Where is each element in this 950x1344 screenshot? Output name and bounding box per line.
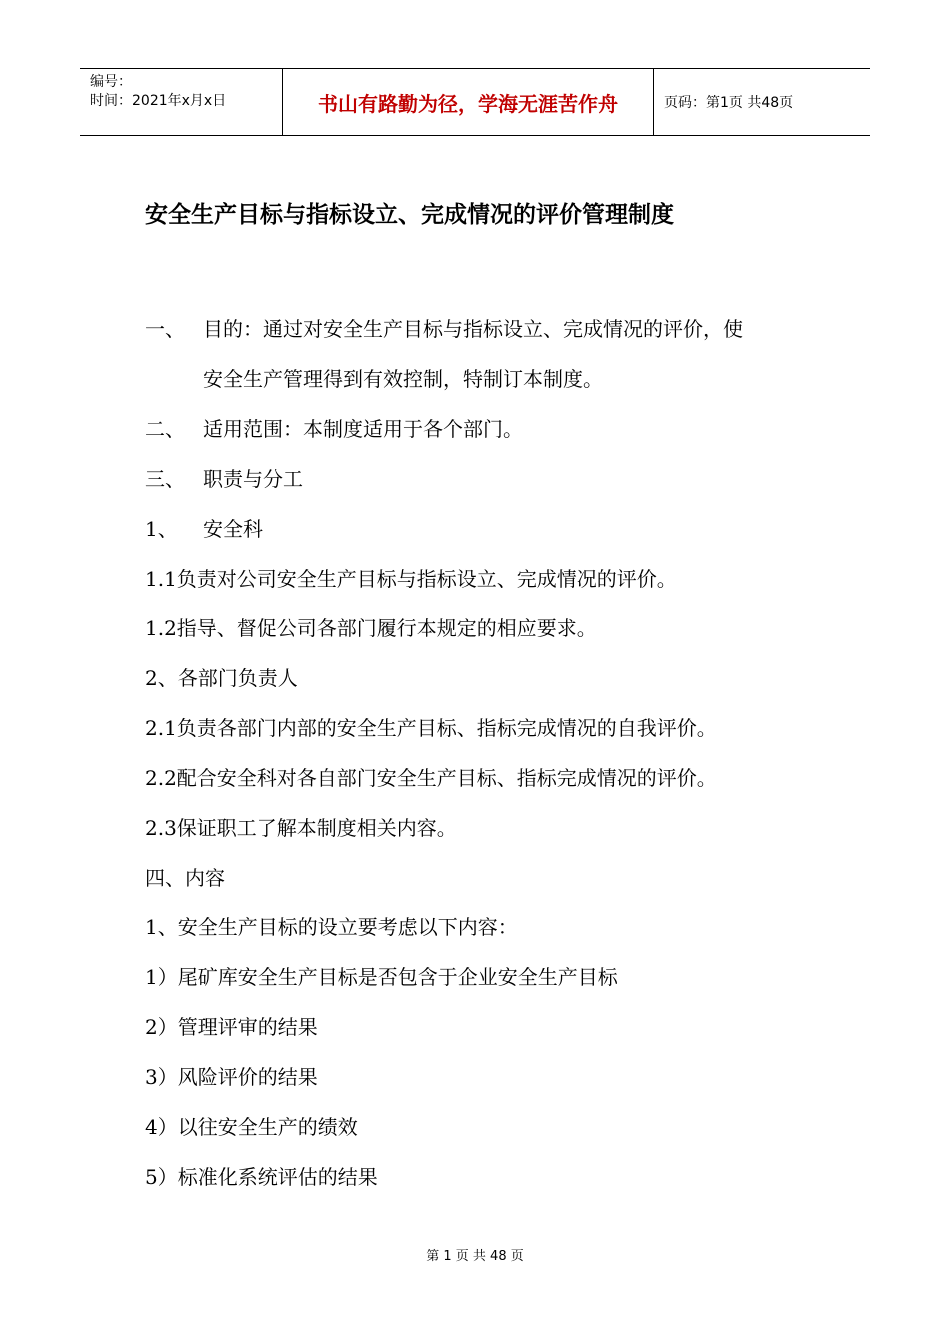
- body-line: [145, 614, 597, 642]
- line-number: 一、: [145, 317, 185, 341]
- line-text: 1）尾矿库安全生产目标是否包含于企业安全生产目标: [145, 965, 618, 989]
- body-line: [145, 315, 743, 343]
- date-label: 时间：2021年x月x日: [90, 93, 227, 109]
- body-line: [145, 714, 717, 742]
- line-text: 四、内容: [145, 866, 225, 890]
- body-line: [145, 465, 303, 493]
- header-meta: [80, 69, 282, 135]
- body-line: [145, 415, 523, 443]
- line-text: 4）以往安全生产的绩效: [145, 1115, 358, 1139]
- body-line: [145, 1163, 378, 1191]
- line-text: 安全科: [203, 517, 263, 541]
- body-line: [145, 963, 618, 991]
- body-line: [145, 864, 225, 892]
- page-header: [80, 68, 870, 136]
- line-text: 5）标准化系统评估的结果: [145, 1165, 378, 1189]
- page-footer: 第 1 页 共 48 页: [426, 1249, 524, 1264]
- line-text: 目的：通过对安全生产目标与指标设立、完成情况的评价，使: [203, 317, 743, 341]
- body-line: [145, 664, 298, 692]
- body-line: [145, 565, 677, 593]
- line-text: 1.2指导、督促公司各部门履行本规定的相应要求。: [145, 616, 597, 640]
- line-number: 1、: [145, 517, 178, 541]
- line-text: 1.1负责对公司安全生产目标与指标设立、完成情况的评价。: [145, 567, 677, 591]
- line-text: 2、各部门负责人: [145, 666, 298, 690]
- line-text: 2.2配合安全科对各自部门安全生产目标、指标完成情况的评价。: [145, 766, 717, 790]
- body-line: [145, 913, 518, 941]
- line-text: 适用范围：本制度适用于各个部门。: [203, 417, 523, 441]
- body-line: [203, 365, 603, 393]
- line-text: 职责与分工: [203, 467, 303, 491]
- line-number: 三、: [145, 467, 185, 491]
- body-line: [145, 515, 263, 543]
- line-text: 2.1负责各部门内部的安全生产目标、指标完成情况的自我评价。: [145, 716, 717, 740]
- serial-label: 编号：: [90, 74, 132, 90]
- line-text: 2.3保证职工了解本制度相关内容。: [145, 816, 457, 840]
- header-page-info: 页码：第1页 共48页: [664, 95, 794, 111]
- line-text: 1、安全生产目标的设立要考虑以下内容：: [145, 915, 518, 939]
- document-title: 安全生产目标与指标设立、完成情况的评价管理制度: [145, 202, 674, 228]
- line-text: 安全生产管理得到有效控制，特制订本制度。: [203, 367, 603, 391]
- line-number: 二、: [145, 417, 185, 441]
- header-motto: 书山有路勤为径，学海无涯苦作舟: [282, 69, 654, 135]
- body-line: [145, 814, 457, 842]
- body-line: [145, 1113, 358, 1141]
- body-line: [145, 1013, 318, 1041]
- line-text: 2）管理评审的结果: [145, 1015, 318, 1039]
- body-line: [145, 764, 717, 792]
- line-text: 3）风险评价的结果: [145, 1065, 318, 1089]
- body-line: [145, 1063, 318, 1091]
